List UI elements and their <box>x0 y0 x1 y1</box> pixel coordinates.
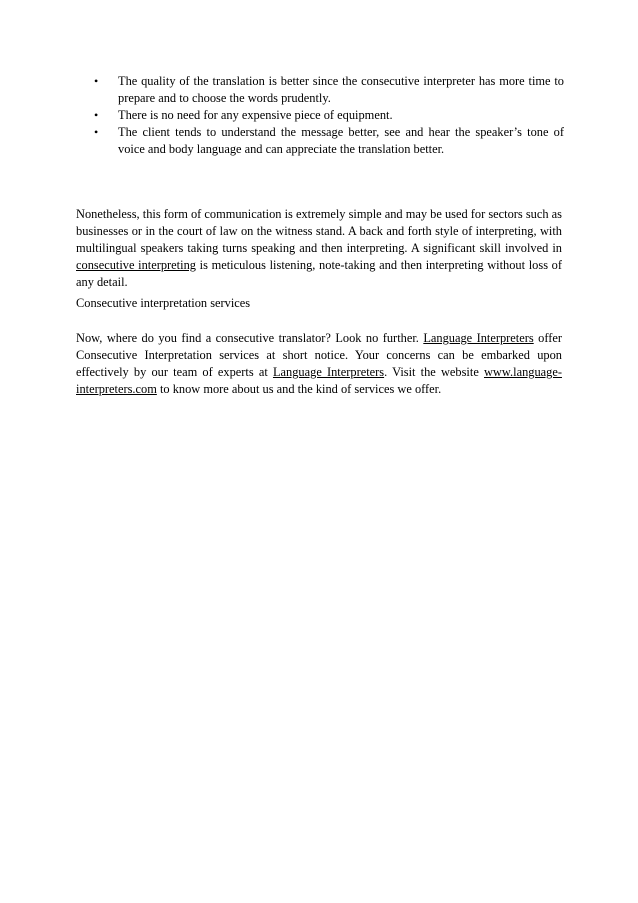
bullet-icon: • <box>94 125 99 139</box>
bullet-icon: • <box>94 74 99 88</box>
paragraph-text: Nonetheless, this form of communication is extremely simple and may be used for sectors such as businesses or in the court of law on the witness stand. A back and forth style of interpreting, with multilingual speakers taking turns speaking and then interpreting. A significant skill involved in <box>76 207 562 255</box>
paragraph-consecutive-overview <box>76 206 562 291</box>
advantages-bullet-list <box>91 73 564 158</box>
language-interpreters-link[interactable]: Language Interpreters <box>272 365 385 379</box>
bullet-item <box>91 124 564 158</box>
bullet-item <box>91 73 564 107</box>
paragraph-text: Now, where do you find a consecutive translator? Look no further. <box>76 331 424 345</box>
paragraph-text: . Visit the website <box>384 365 484 379</box>
language-interpreters-link[interactable]: Language Interpreters <box>423 331 534 345</box>
bullet-icon: • <box>94 108 99 122</box>
bullet-text: The quality of the translation is better since the consecutive interpreter has more time to prepare and to choose the words prudently. <box>118 74 564 105</box>
bullet-item <box>91 107 564 124</box>
bullet-text: The client tends to understand the message better, see and hear the speaker’s tone of voice and body language and can appreciate the translation better. <box>118 125 564 156</box>
paragraph-text: to know more about us and the kind of services we offer. <box>156 382 442 396</box>
bullet-text: There is no need for any expensive piece of equipment. <box>118 108 393 122</box>
paragraph-services <box>76 330 562 398</box>
paragraph-text: offer Consecutive Interpretation services at short notice. Your concerns can be embarked upon effectively by our team of experts at <box>76 331 562 379</box>
website-link[interactable]: www.language-interpreters.com <box>76 365 562 396</box>
section-heading: Consecutive interpretation services <box>76 296 251 310</box>
paragraph-text: is meticulous listening, note-taking and then interpreting without loss of any detail. <box>76 258 563 289</box>
consecutive-interpreting-link[interactable]: consecutive interpreting <box>76 258 196 272</box>
